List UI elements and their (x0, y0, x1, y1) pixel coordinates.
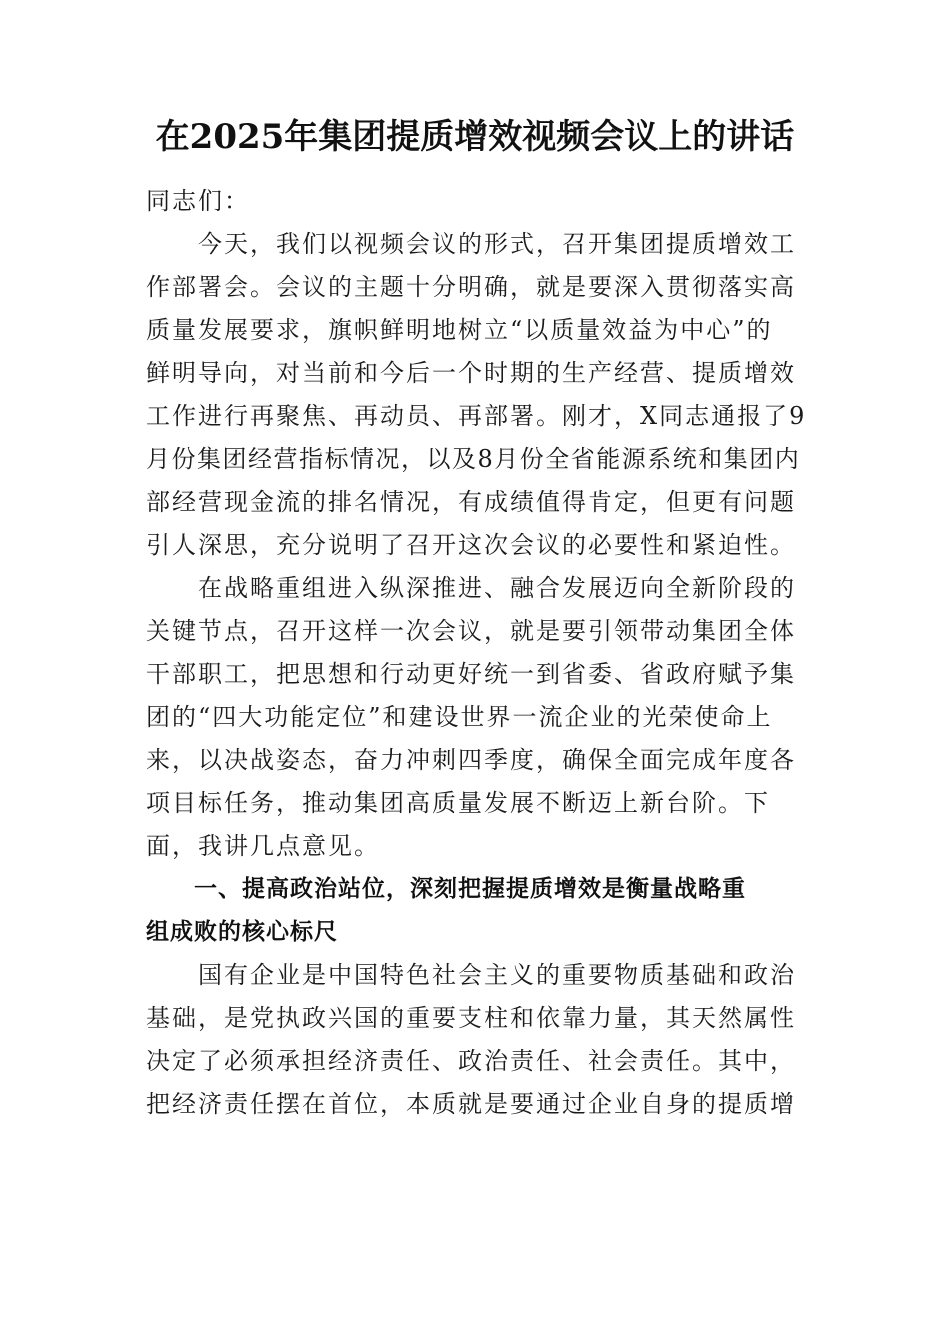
section-heading (146, 868, 806, 954)
section-heading-line: 一、提高政治站位，深刻把握提质增效是衡量战略重 (194, 876, 746, 902)
paragraph-opening (146, 223, 806, 567)
paragraph-line: 干部职工，把思想和行动更好统一到省委、省政府赋予集 (146, 660, 796, 688)
paragraph-line: 月份集团经营指标情况，以及8月份全省能源系统和集团内 (146, 445, 801, 473)
paragraph-line: 基础，是党执政兴国的重要支柱和依靠力量，其天然属性 (146, 1004, 796, 1032)
salutation: 同志们： (146, 187, 250, 215)
paragraph-line: 引人深思，充分说明了召开这次会议的必要性和紧迫性。 (146, 531, 796, 559)
paragraph-context (146, 567, 806, 868)
section-heading-line: 组成败的核心标尺 (146, 919, 338, 945)
paragraph-line: 把经济责任摆在首位，本质就是要通过企业自身的提质增 (146, 1090, 796, 1118)
paragraph-section-one (146, 954, 806, 1126)
paragraph-line: 作部署会。会议的主题十分明确，就是要深入贯彻落实高 (146, 273, 796, 301)
paragraph-line: 团的“四大功能定位”和建设世界一流企业的光荣使命上 (146, 703, 773, 731)
paragraph-line: 质量发展要求，旗帜鲜明地树立“以质量效益为中心”的 (146, 316, 773, 344)
paragraph-line: 在战略重组进入纵深推进、融合发展迈向全新阶段的 (198, 574, 796, 602)
document-body (146, 180, 806, 1126)
document-title: 在2025年集团提质增效视频会议上的讲话 (155, 117, 795, 157)
paragraph-line: 国有企业是中国特色社会主义的重要物质基础和政治 (198, 961, 796, 989)
paragraph-line: 鲜明导向，对当前和今后一个时期的生产经营、提质增效 (146, 359, 796, 387)
paragraph-line: 面，我讲几点意见。 (146, 832, 380, 860)
paragraph-line: 项目标任务，推动集团高质量发展不断迈上新台阶。下 (146, 789, 770, 817)
paragraph-line: 关键节点，召开这样一次会议，就是要引领带动集团全体 (146, 617, 796, 645)
paragraph-line: 来，以决战姿态，奋力冲刺四季度，确保全面完成年度各 (146, 746, 796, 774)
paragraph-line: 部经营现金流的排名情况，有成绩值得肯定，但更有问题 (146, 488, 796, 516)
paragraph-line: 工作进行再聚焦、再动员、再部署。刚才，X同志通报了9 (146, 402, 807, 430)
paragraph-line: 决定了必须承担经济责任、政治责任、社会责任。其中， (146, 1047, 796, 1075)
paragraph-line: 今天，我们以视频会议的形式，召开集团提质增效工 (198, 230, 796, 258)
